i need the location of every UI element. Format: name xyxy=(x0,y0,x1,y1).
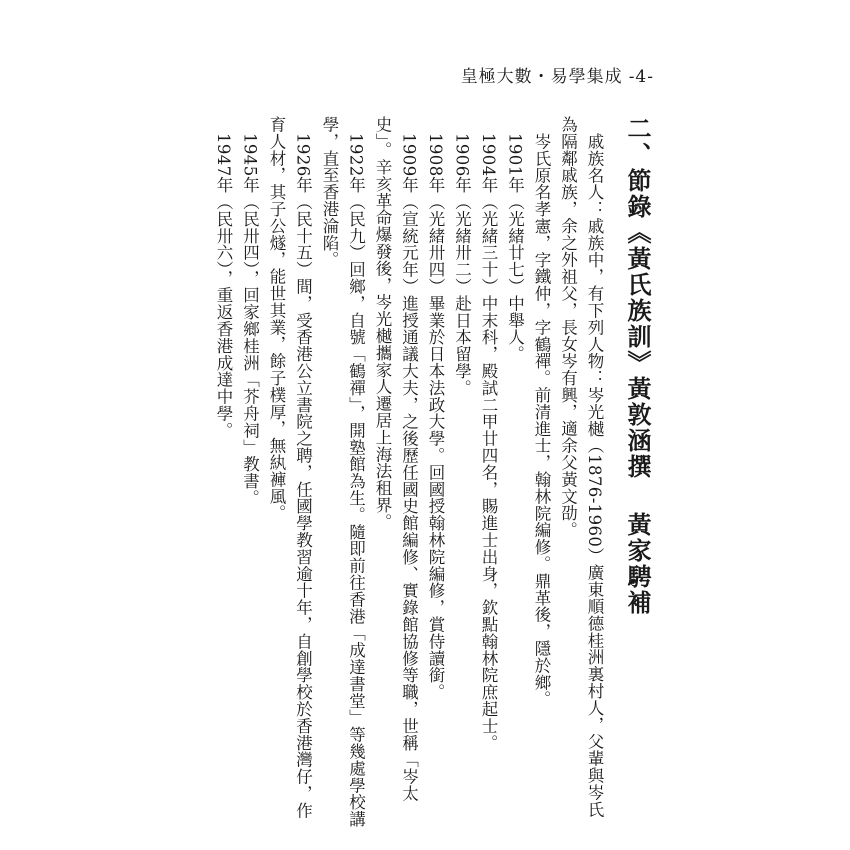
vertical-text-body xyxy=(210,116,658,828)
paragraph: 1909年（宣統元年）進授通議大夫，之後歷任國史館編修、實錄館協修等職，世稱「岑太史」。辛亥革命爆發後，岑光樾攜家人遷居上海法租界。 xyxy=(373,116,419,802)
paragraph: 1926年（民十五）間，受香港公立書院之聘，任國學教習逾十年，自創學校於香港灣仔，作育人材，其子公燧，能世其業，餘子樸厚，無紈褲風。 xyxy=(267,116,313,819)
section-author: 黃家騁補 xyxy=(623,512,651,617)
paragraph: 1945年（民卅四），回家鄉桂洲「芥舟祠」教書。 xyxy=(240,132,260,506)
book-title: 皇極大數・易學集成 xyxy=(460,67,623,87)
paragraph: 1947年（民卅六），重返香港成達中學。 xyxy=(214,132,233,439)
paragraph: 戚族名人：戚族中，有下列人物：岑光樾（1876-1960）廣東順德桂洲裏村人，父輩與岑氏為隔鄰戚族，余之外祖父，長女岑有興，適余父黃文劭。 xyxy=(558,116,604,818)
section-title: 二、節錄《黃氏族訓》黃敦涵撰 xyxy=(623,116,651,480)
paragraph: 1904年（光緒三十）中末科，殿試二甲廿四名，賜進士出身，欽點翰林院庶起士。 xyxy=(479,132,498,751)
section-title-line xyxy=(617,116,657,828)
paragraph: 岑氏原名孝憲，字鐵仲，字鶴禪。前清進士，翰林院編修。鼎革後，隱於鄉。 xyxy=(532,132,551,708)
paragraph: 1908年（光緒卅四）畢業於日本法政大學。回國授翰林院編修，賞侍讀銜。 xyxy=(426,132,445,700)
paragraph: 1922年（民九）回鄉，自號「鶴禪」，開塾館為生。隨即前往香港「成達書堂」等幾處學校講學，直至香港淪陷。 xyxy=(320,116,366,827)
running-header xyxy=(461,62,654,87)
paragraph: 1906年（光緒卅二）赴日本留學。 xyxy=(452,132,472,396)
page-number: -4- xyxy=(628,67,654,87)
paragraph: 1901年（光緒廿七）中舉人。 xyxy=(505,132,525,362)
